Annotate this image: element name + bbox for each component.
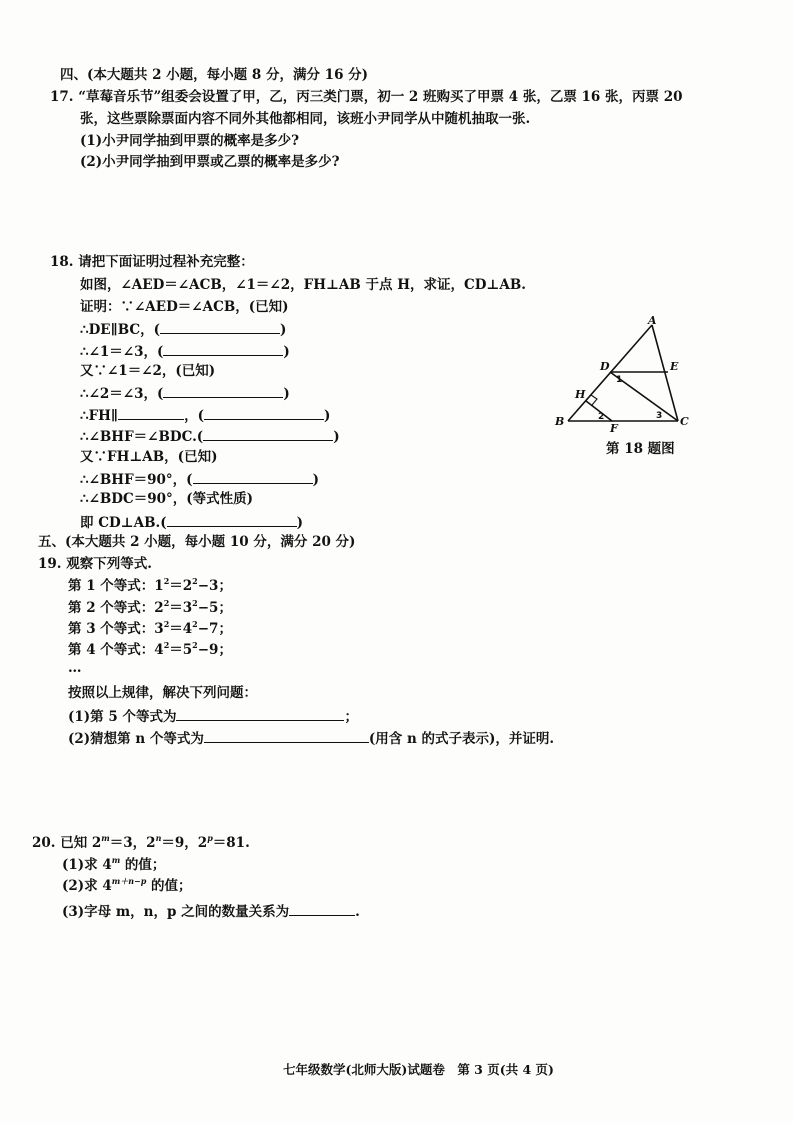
eq-sup: 2 — [192, 619, 198, 629]
eq-sup: 2 — [192, 576, 198, 586]
right-angle-mark — [591, 395, 597, 405]
label-h: H — [575, 388, 586, 401]
q20-blank[interactable] — [289, 901, 355, 916]
eq-sup: 2 — [163, 619, 170, 629]
exp-m: m — [111, 855, 121, 865]
eq-sup: 2 — [163, 576, 170, 586]
q17-number: 17. — [50, 89, 74, 105]
q19-blank-1[interactable] — [176, 706, 344, 721]
q18-step-3-text: ∴∠1＝∠3，( — [80, 344, 164, 360]
q20-part1-text: (1)求 4 — [62, 857, 112, 873]
q17-text-2: 张，这些票除票面内容不同外其他都相同，该班小尹同学从中随机抽取一张. — [80, 111, 531, 127]
q18-triangle-figure — [552, 315, 702, 433]
q19-ellipsis: … — [68, 660, 82, 676]
q20-number: 20. — [32, 835, 56, 851]
q18-step-5-text: ∴∠2＝∠3，( — [80, 386, 164, 402]
q18-step-9 — [80, 469, 319, 489]
q19-equation-1 — [68, 577, 232, 595]
q18-step-1: 证明：∵∠AED＝∠ACB，(已知) — [80, 299, 289, 315]
q19-part1-text: (1)第 5 个等式为 — [68, 709, 177, 725]
q17-text-1: “草莓音乐节”组委会设置了甲，乙，丙三类门票，初一 2 班购买了甲票 4 张，乙票 16 张，丙票 20 — [78, 89, 683, 105]
figure-caption: 第 18 题图 — [606, 441, 675, 457]
angle-label-3: 3 — [656, 411, 663, 421]
eq2-text: 第 2 个等式：2 — [68, 600, 164, 616]
q18-intro: 请把下面证明过程补充完整： — [78, 254, 254, 270]
eq2-text-c: −5； — [197, 600, 232, 616]
q18-blank-2[interactable] — [163, 341, 283, 356]
eq3-text-c: −7； — [197, 621, 232, 637]
q19-part2-end: (用含 n 的式子表示)，并证明. — [368, 731, 555, 747]
label-d: D — [600, 360, 610, 373]
q18-step-6 — [80, 405, 330, 425]
q18-blank-5[interactable] — [204, 405, 324, 420]
angle-label-1: 1 — [616, 375, 623, 385]
q19-equation-4 — [68, 641, 232, 659]
q18-blank-4[interactable] — [118, 405, 184, 420]
q19-blank-2[interactable] — [204, 728, 369, 743]
eq1-text-b: ＝2 — [169, 578, 193, 594]
label-f: F — [610, 422, 618, 433]
q17-part1: (1)小尹同学抽到甲票的概率是多少? — [80, 133, 300, 149]
eq-sup: 2 — [163, 598, 170, 608]
side-ab — [568, 325, 652, 421]
q20-part1 — [62, 856, 165, 874]
q20-given-line — [32, 834, 250, 852]
q18-step-10: ∴∠BDC＝90°，(等式性质) — [80, 491, 254, 507]
q17-part2: (2)小尹同学抽到甲票或乙票的概率是多少? — [80, 154, 340, 170]
q18-step-4: 又∵∠1＝∠2，(已知) — [80, 363, 216, 379]
exp-m-plus-n-minus-p: m＋n−p — [111, 876, 147, 886]
q19-number: 19. — [38, 556, 62, 572]
q20-part2-text: (2)求 4 — [62, 878, 112, 894]
eq-sup: 2 — [192, 640, 198, 650]
eq2-text-b: ＝3 — [169, 600, 193, 616]
label-c: C — [680, 415, 689, 428]
q19-part2 — [68, 728, 554, 748]
q19-part1 — [68, 706, 358, 726]
eq4-text-b: ＝5 — [169, 642, 193, 658]
q18-blank-6[interactable] — [203, 426, 333, 441]
q18-close: ) — [280, 322, 287, 338]
label-b: B — [555, 415, 565, 428]
q20-given-b: ＝3，2 — [109, 835, 156, 851]
q20-given-d: ＝81. — [212, 835, 250, 851]
q20-part3-end: . — [355, 904, 360, 920]
eq4-text-c: −9； — [197, 642, 232, 658]
exp-n: n — [155, 833, 162, 843]
q19-equation-2 — [68, 599, 232, 617]
eq3-text: 第 3 个等式：3 — [68, 621, 164, 637]
q19-part1-end: ； — [344, 709, 358, 725]
q18-step-5 — [80, 383, 290, 403]
label-e: E — [670, 360, 679, 373]
q18-blank-8[interactable] — [167, 512, 297, 527]
eq4-text: 第 4 个等式：4 — [68, 642, 164, 658]
angle-label-2: 2 — [598, 412, 605, 422]
q20-part3 — [62, 901, 360, 921]
eq-sup: 2 — [192, 598, 198, 608]
q18-close: ) — [323, 408, 331, 424]
q18-close: ) — [283, 386, 290, 402]
eq1-text-c: −3； — [197, 578, 232, 594]
q18-step-7-text: ∴∠BHF＝∠BDC.( — [80, 429, 204, 445]
q18-step-7 — [80, 426, 340, 446]
label-a: A — [648, 315, 657, 327]
q20-part3-text: (3)字母 m，n，p 之间的数量关系为 — [62, 904, 290, 920]
q20-part2 — [62, 877, 192, 895]
q18-blank-7[interactable] — [193, 469, 313, 484]
q17-line1 — [50, 88, 683, 106]
q18-step-6-text-b: ，( — [184, 408, 204, 424]
q19-intro: 观察下列等式. — [66, 556, 152, 572]
section-4-header: 四、(本大题共 2 小题，每小题 8 分，满分 16 分) — [60, 67, 369, 83]
q18-close: ) — [283, 344, 290, 360]
q19-equation-3 — [68, 620, 232, 638]
q18-blank-3[interactable] — [163, 383, 283, 398]
q19-part2-text: (2)猜想第 n 个等式为 — [68, 731, 204, 747]
eq-sup: 2 — [163, 640, 170, 650]
eq3-text-b: ＝4 — [169, 621, 193, 637]
eq1-text: 第 1 个等式：1 — [68, 578, 164, 594]
q18-step-3 — [80, 341, 290, 361]
q20-part2-end: 的值； — [146, 878, 192, 894]
q20-given-a: 已知 2 — [60, 835, 102, 851]
q18-step-11-text: 即 CD⊥AB.( — [80, 515, 167, 531]
q18-step-2-text: ∴DE∥BC，( — [80, 322, 161, 338]
q18-close: ) — [333, 429, 340, 445]
q18-given: 如图，∠AED＝∠ACB，∠1＝∠2，FH⊥AB 于点 H，求证，CD⊥AB. — [80, 277, 526, 293]
q18-step-9-text: ∴∠BHF＝90°，( — [80, 472, 193, 488]
q18-number: 18. — [50, 254, 74, 270]
q18-intro-line — [50, 253, 254, 271]
q19-rule: 按照以上规律，解决下列问题： — [68, 685, 257, 701]
q18-close: ) — [312, 472, 319, 488]
q18-step-6-text: ∴FH∥ — [80, 408, 119, 424]
side-ac — [652, 325, 678, 421]
exp-p: p — [207, 833, 213, 843]
q20-part1-end: 的值； — [120, 857, 166, 873]
q18-step-11 — [80, 512, 303, 532]
section-5-header: 五、(本大题共 2 小题，每小题 10 分，满分 20 分) — [38, 534, 356, 550]
q20-given-c: ＝9，2 — [161, 835, 208, 851]
q18-step-8: 又∵FH⊥AB，(已知) — [80, 449, 218, 465]
q18-blank-1[interactable] — [160, 319, 280, 334]
q18-close: ) — [296, 515, 303, 531]
exp-m: m — [101, 833, 110, 843]
q18-step-2 — [80, 319, 286, 339]
page-footer: 七年级数学(北师大版)试题卷 第 3 页(共 4 页) — [283, 1062, 554, 1077]
q19-intro-line — [38, 555, 152, 573]
